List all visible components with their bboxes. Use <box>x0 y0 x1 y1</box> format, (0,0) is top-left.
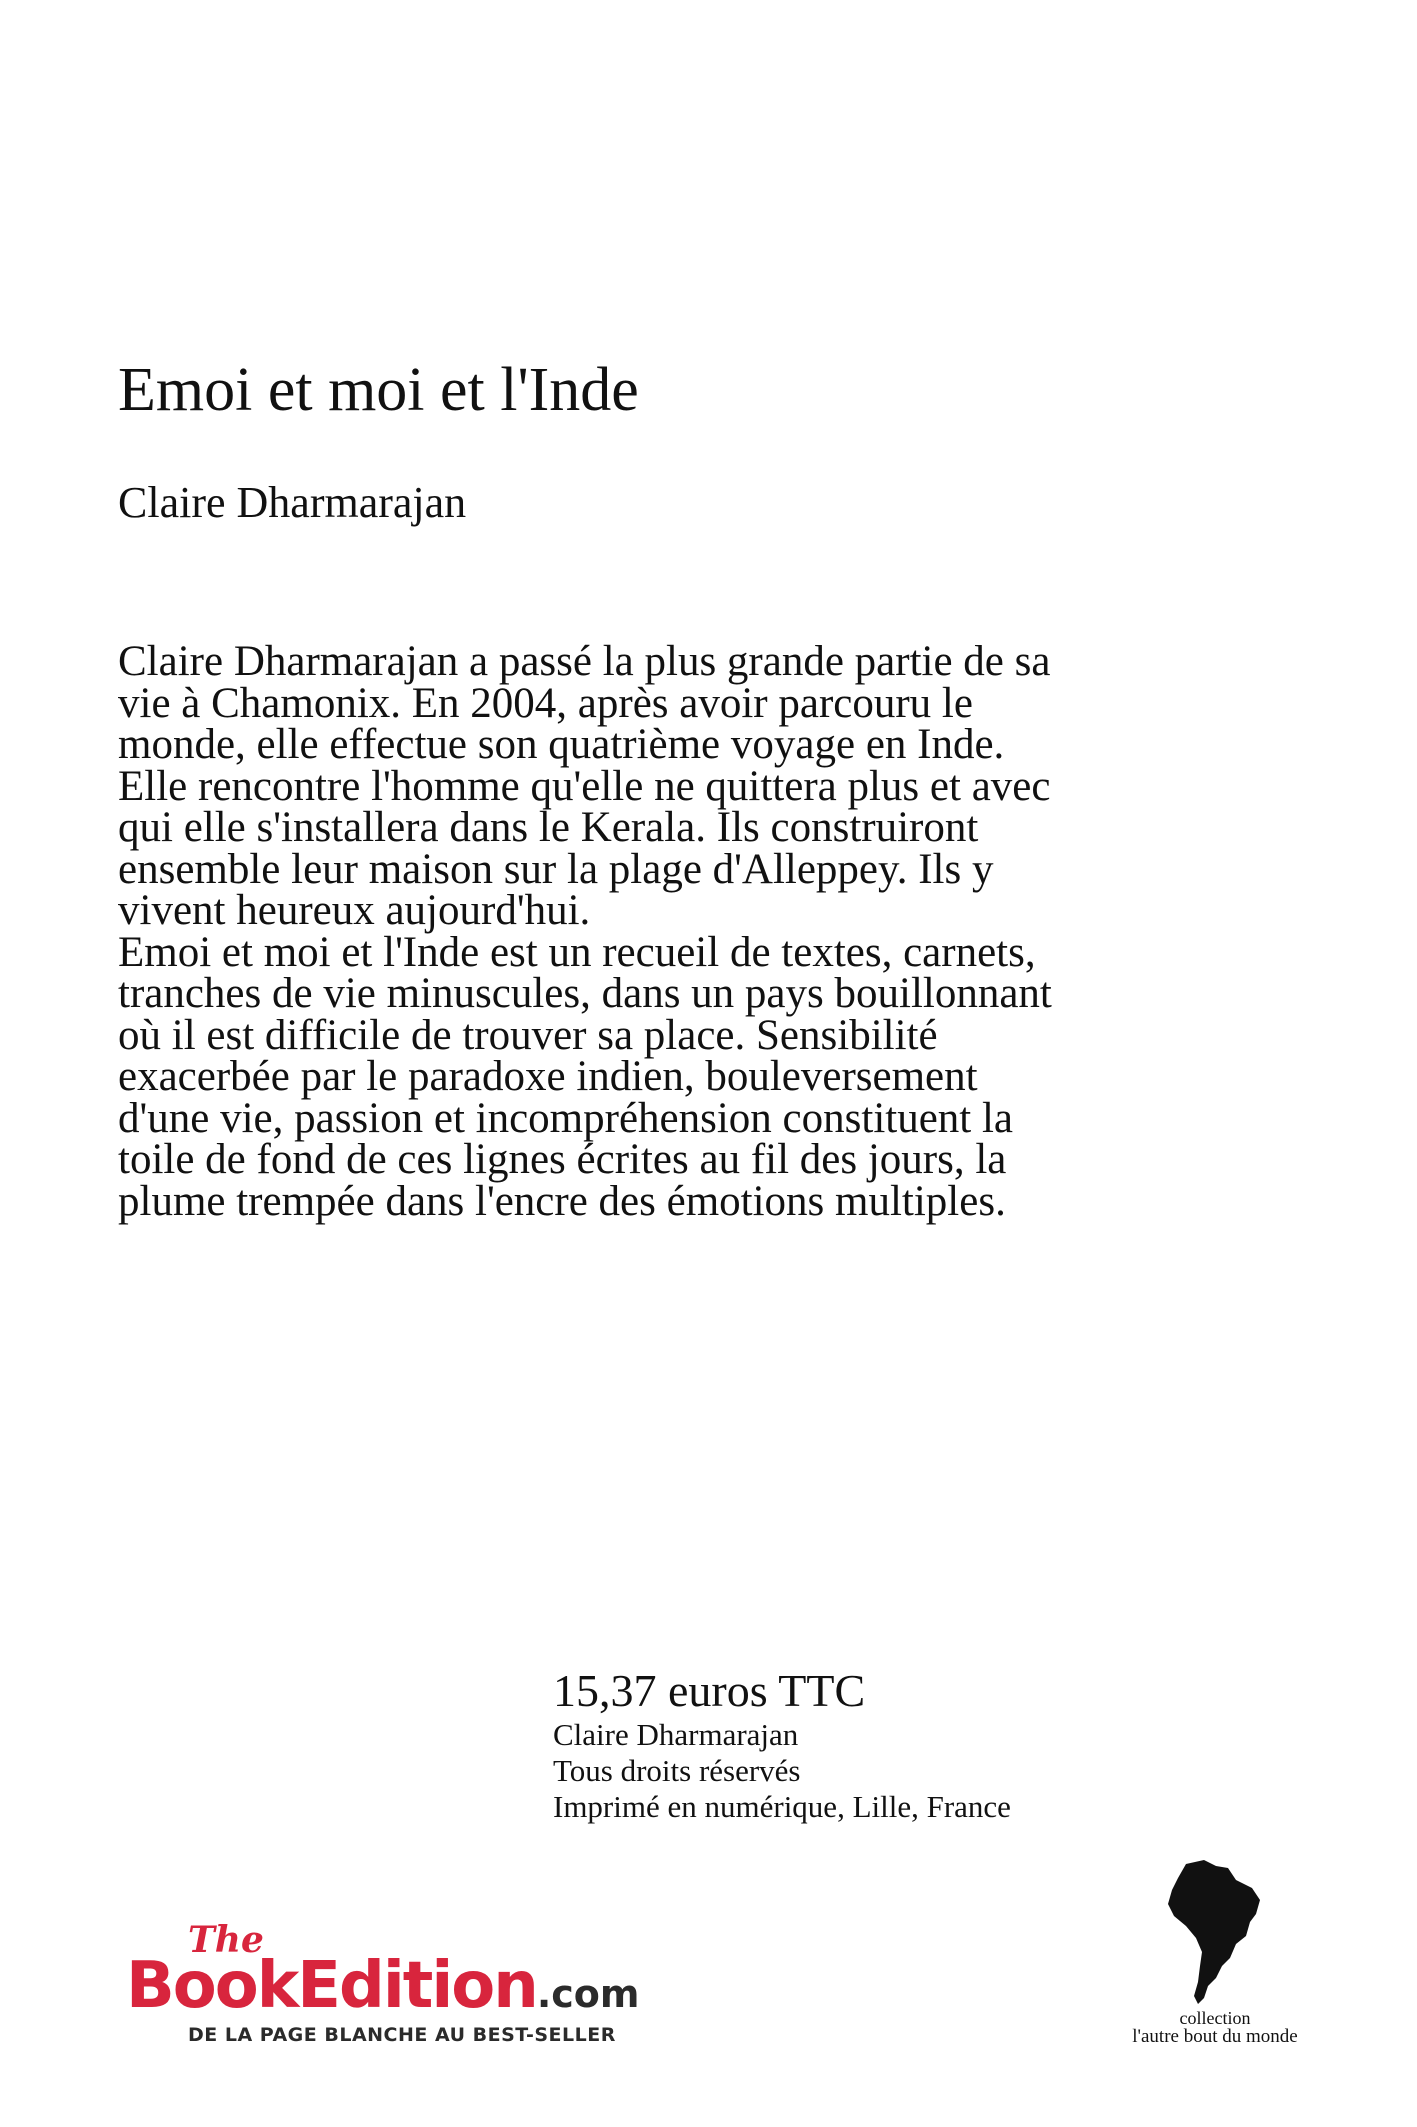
synopsis <box>118 638 1078 1225</box>
logo-tagline: DE LA PAGE BLANCHE AU BEST-SELLER <box>188 2024 616 2046</box>
logo-tld-text: .com <box>536 1972 640 2016</box>
synopsis-paragraph-book: Emoi et moi et l'Inde est un recueil de textes, carnets, tranches de vie minuscules, dans un pays bouillonnant où il est difficile de trouver sa place. Sensibilité exacerbée par le paradoxe indien, bouleversement d'une vie, passion et incompréhension constituent la toile de fond de ces lignes écrites au fil des jours, la plume trempée dans l'encre des émotions multiples. <box>118 928 1052 1225</box>
synopsis-paragraph-author: Claire Dharmarajan a passé la plus grande partie de sa vie à Chamonix. En 2004, après avoir parcouru le monde, elle effectue son quatrième voyage en Inde. Elle rencontre l'homme qu'elle ne quittera plus et avec qui elle s'installera dans le Kerala. Ils construiront ensemble leur maison sur la plage d'Alleppey. Ils y vivent heureux aujourd'hui. <box>118 638 1051 934</box>
logo-name-text: BookEdition <box>126 1949 537 2023</box>
collection-label: collection <box>1179 2008 1251 2028</box>
rights-notice: Tous droits réservés <box>553 1753 801 1788</box>
colophon-author: Claire Dharmarajan <box>553 1717 799 1752</box>
collection-logo <box>1110 1858 1320 2048</box>
price: 15,37 euros TTC <box>553 1665 866 1716</box>
colophon <box>553 1665 1153 1825</box>
book-author: Claire Dharmarajan <box>118 478 467 527</box>
logo-the-text: The <box>188 1919 264 1961</box>
south-america-icon <box>1164 1858 1264 2008</box>
printing-notice: Imprimé en numérique, Lille, France <box>553 1789 1011 1824</box>
publisher-logo <box>126 1920 726 2050</box>
collection-name: l'autre bout du monde <box>1132 2026 1298 2047</box>
book-title: Emoi et moi et l'Inde <box>118 356 639 424</box>
logo-wordmark <box>126 1948 639 2032</box>
